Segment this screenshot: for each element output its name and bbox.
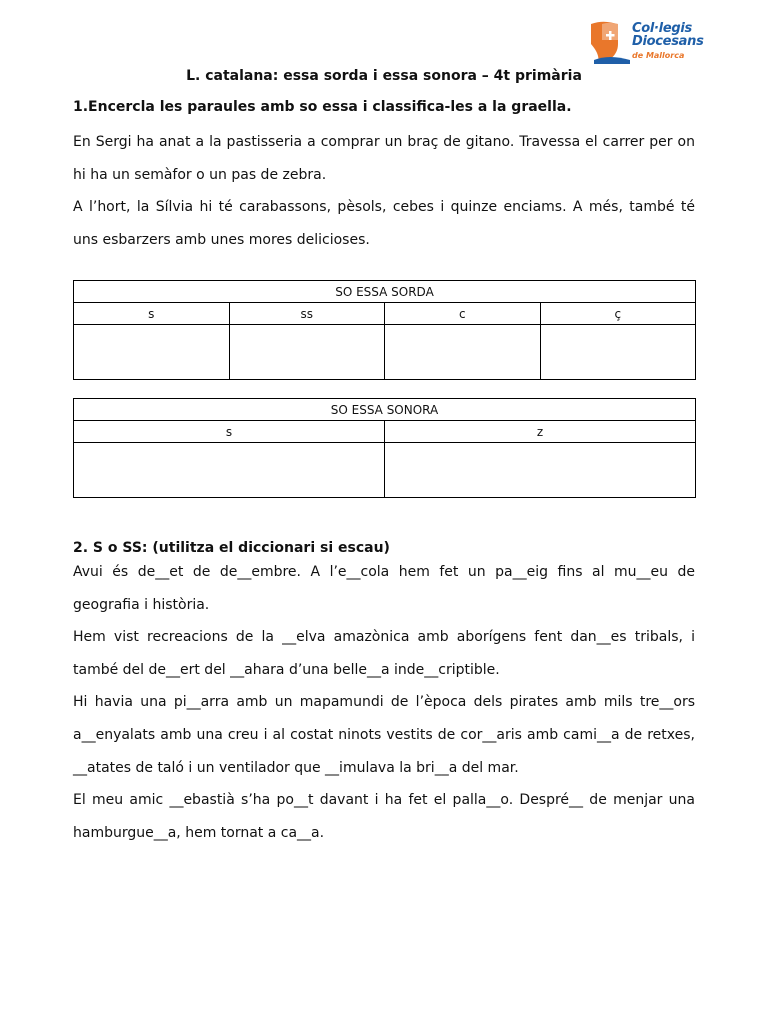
column-header: c [385,303,541,325]
answer-cell[interactable] [385,325,541,380]
answer-cell[interactable] [74,325,230,380]
answer-cell[interactable] [385,443,696,498]
table-so-essa-sorda [73,280,696,380]
page-title: L. catalana: essa sorda i essa sonora – 4t primària [186,68,582,84]
logo-line1: Col·legis [632,21,692,36]
table-header: SO ESSA SORDA [74,281,696,303]
answer-cell[interactable] [74,443,385,498]
exercise2-paragraph: Avui és de__et de de__embre. A l’e__cola hem fet un pa__eig fins al mu__eu de geografia i història. [73,564,695,613]
answer-cell[interactable] [540,325,696,380]
exercise2-paragraph: El meu amic __ebastià s’ha po__t davant i ha fet el palla__o. Despré__ de menjar una hamburgue__a, hem tornat a ca__a. [73,792,695,841]
column-header: ç [540,303,696,325]
exercise1-paragraph: A l’hort, la Sílvia hi té carabassons, pèsols, cebes i quinze enciams. A més, també té uns esbarzers amb unes mores delicioses. [73,199,695,248]
logo-line3: de Mallorca [632,51,685,60]
logo-emblem-icon [588,20,632,64]
exercise1-text [73,126,695,256]
exercise2-paragraph: Hi havia una pi__arra amb un mapamundi de l’època dels pirates amb mils tre__ors a__enyalats amb una creu i al costat ninots vestits de cor__aris amb cami__a de retxes, __atates de taló i un ventilador que __imulava la bri__a del mar. [73,694,695,776]
exercise1-heading: 1.Encercla les paraules amb so essa i classifica-les a la graella. [73,99,572,115]
logo-line2: Diocesans [632,34,704,49]
column-header: s [74,421,385,443]
answer-cell[interactable] [229,325,385,380]
column-header: s [74,303,230,325]
column-header: ss [229,303,385,325]
table-so-essa-sonora [73,398,696,498]
table-header: SO ESSA SONORA [74,399,696,421]
exercise2-text [73,556,695,849]
logo-text [632,22,704,62]
exercise1-paragraph: En Sergi ha anat a la pastisseria a comprar un braç de gitano. Travessa el carrer per on hi ha un semàfor o un pas de zebra. [73,134,695,183]
exercise2-paragraph: Hem vist recreacions de la __elva amazònica amb aborígens fent dan__es tribals, i també del de__ert del __ahara d’una belle__a inde__criptible. [73,629,695,678]
school-logo [588,18,708,66]
column-header: z [385,421,696,443]
exercise2-heading: 2. S o SS: (utilitza el diccionari si escau) [73,540,390,556]
